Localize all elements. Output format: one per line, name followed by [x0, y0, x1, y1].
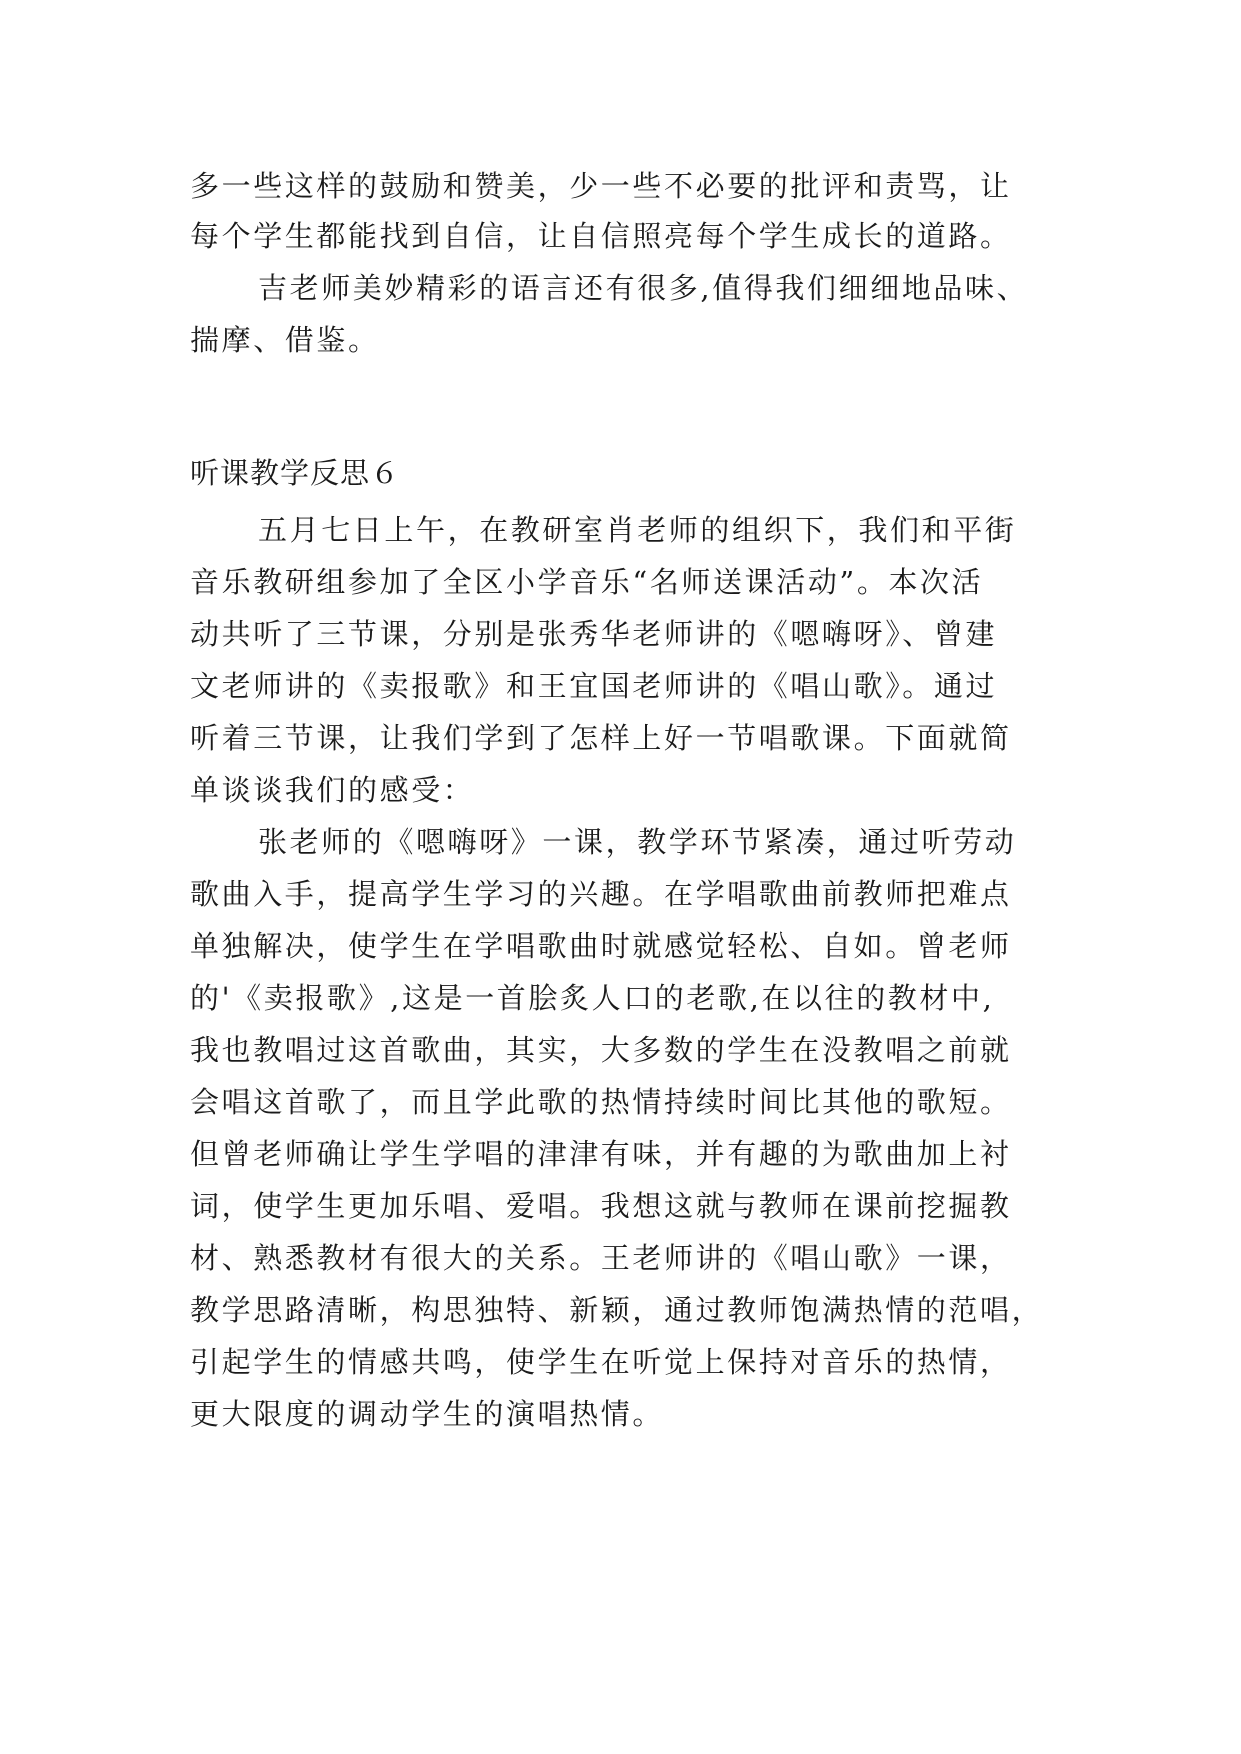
text-line: 音乐教研组参加了全区小学音乐“名师送课活动”。本次活 — [190, 565, 984, 599]
text-line: 动共听了三节课，分别是张秀华老师讲的《嗯嗨呀》、曾建 — [190, 617, 998, 651]
text-line: 教学思路清晰，构思独特、新颖，通过教师饱满热情的范唱， — [190, 1293, 1044, 1327]
text-line: 揣摩、借鉴。 — [190, 323, 380, 357]
text-line: 每个学生都能找到自信，让自信照亮每个学生成长的道路。 — [190, 219, 1012, 253]
text-line: 我也教唱过这首歌曲，其实，大多数的学生在没教唱之前就 — [190, 1033, 1012, 1067]
text-line: 但曾老师确让学生学唱的津津有味，并有趣的为歌曲加上衬 — [190, 1137, 1012, 1171]
text-line: 词，使学生更加乐唱、爱唱。我想这就与教师在课前挖掘教 — [190, 1189, 1012, 1223]
text-line: 张老师的《嗯嗨呀》一课，教学环节紧凑，通过听劳动 — [258, 825, 1017, 859]
text-line: 更大限度的调动学生的演唱热情。 — [190, 1397, 665, 1431]
text-line: 的'《卖报歌》,这是一首脍炙人口的老歌,在以往的教材中, — [190, 981, 995, 1015]
text-line: 听着三节课，让我们学到了怎样上好一节唱歌课。下面就简 — [190, 721, 1012, 755]
section-title: 听课教学反思６ — [190, 456, 401, 490]
text-line: 吉老师美妙精彩的语言还有很多,值得我们细细地品味、 — [258, 271, 1029, 305]
text-line: 会唱这首歌了，而且学此歌的热情持续时间比其他的歌短。 — [190, 1085, 1012, 1119]
text-line: 文老师讲的《卖报歌》和王宜国老师讲的《唱山歌》。通过 — [190, 669, 998, 703]
text-line: 单谈谈我们的感受： — [190, 773, 475, 807]
text-line: 材、熟悉教材有很大的关系。王老师讲的《唱山歌》一课， — [190, 1241, 1012, 1275]
text-line: 歌曲入手，提高学生学习的兴趣。在学唱歌曲前教师把难点 — [190, 877, 1012, 911]
text-line: 引起学生的情感共鸣，使学生在听觉上保持对音乐的热情， — [190, 1345, 1012, 1379]
text-line: 五月七日上午，在教研室肖老师的组织下，我们和平街 — [258, 513, 1017, 547]
text-line: 多一些这样的鼓励和赞美，少一些不必要的批评和责骂，让 — [190, 169, 1012, 203]
text-line: 单独解决，使学生在学唱歌曲时就感觉轻松、自如。曾老师 — [190, 929, 1012, 963]
